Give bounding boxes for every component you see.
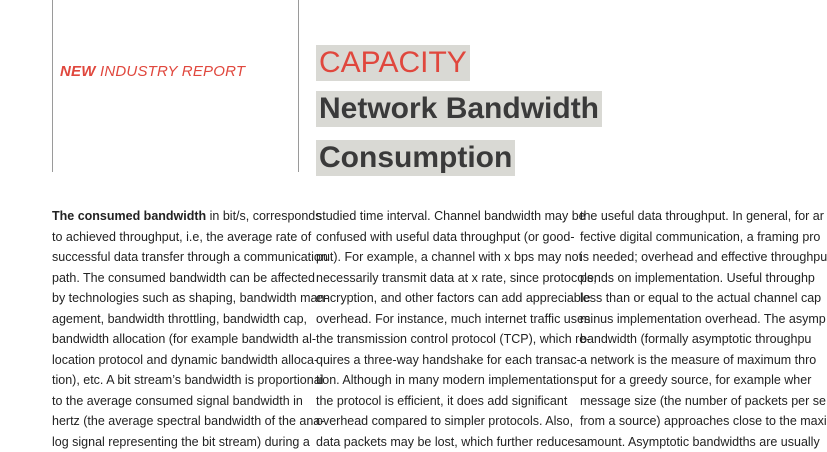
article-title-line-1: Network Bandwidth [316,91,602,127]
text-line: message size (the number of packets per se [580,391,800,412]
text-line: bandwidth allocation (for example bandwidth al- [52,329,302,350]
text-line: necessarily transmit data at x rate, since protocols, [316,268,566,289]
text-line: to achieved throughput, i.e, the average rate of [52,227,302,248]
article-column-2 [316,206,566,400]
column-divider-middle [298,0,299,172]
column-divider-left [52,0,53,172]
text-line: tion), etc. A bit stream’s bandwidth is proportional [52,370,302,391]
text-line: the useful data throughput. In general, for ar [580,206,800,227]
text-line: fective digital communication, a framing pro [580,227,800,248]
kicker-highlight: NEW [60,63,96,80]
category-label: CAPACITY [316,45,470,81]
text-line: minus implementation overhead. The asymp [580,309,800,330]
text-line: the protocol is efficient, it does add significant [316,391,566,412]
text-line: bandwidth (formally asymptotic throughpu [580,329,800,350]
kicker-text: INDUSTRY REPORT [96,63,246,80]
text-line: agement, bandwidth throttling, bandwidth cap, [52,309,302,330]
text-line: The consumed bandwidth in bit/s, corresponds [52,206,302,227]
text-line: pends on implementation. Useful throughp [580,268,800,289]
text-line: put). For example, a channel with x bps may not [316,247,566,268]
text-line: is needed; overhead and effective throughpu [580,247,800,268]
text-line: less than or equal to the actual channel cap [580,288,800,309]
text-line: from a source) approaches close to the maxi [580,411,800,432]
text-line: hertz (the average spectral bandwidth of the ana- [52,411,302,432]
text-line: path. The consumed bandwidth can be affected [52,268,302,289]
text-line: the transmission control protocol (TCP), which re- [316,329,566,350]
lead-term: The consumed bandwidth [52,209,206,223]
text-line: encryption, and other factors can add appreciable [316,288,566,309]
text-line: studied time interval. Channel bandwidth may be [316,206,566,227]
text-line: data packets may be lost, which further reduces [316,432,566,452]
text-line: a network is the measure of maximum thro [580,350,800,371]
text-line: by technologies such as shaping, bandwidth man- [52,288,302,309]
text-line: log signal representing the bit stream) during a [52,432,302,452]
text-line: tion. Although in many modern implementations [316,370,566,391]
text-line: put for a greedy source, for example wher [580,370,800,391]
text-line: confused with useful data throughput (or good- [316,227,566,248]
text-line: quires a three-way handshake for each transac- [316,350,566,371]
text-line: successful data transfer through a communication [52,247,302,268]
text-line: amount. Asymptotic bandwidths are usually [580,432,800,452]
text-line: overhead. For instance, much internet traffic uses [316,309,566,330]
text-line: overhead compared to simpler protocols. Also, [316,411,566,432]
report-kicker [60,63,245,80]
text-line: to the average consumed signal bandwidth in [52,391,302,412]
article-column-3 [580,206,800,400]
article-column-1 [52,206,302,400]
text-line: location protocol and dynamic bandwidth alloca- [52,350,302,371]
article-title-line-2: Consumption [316,140,515,176]
